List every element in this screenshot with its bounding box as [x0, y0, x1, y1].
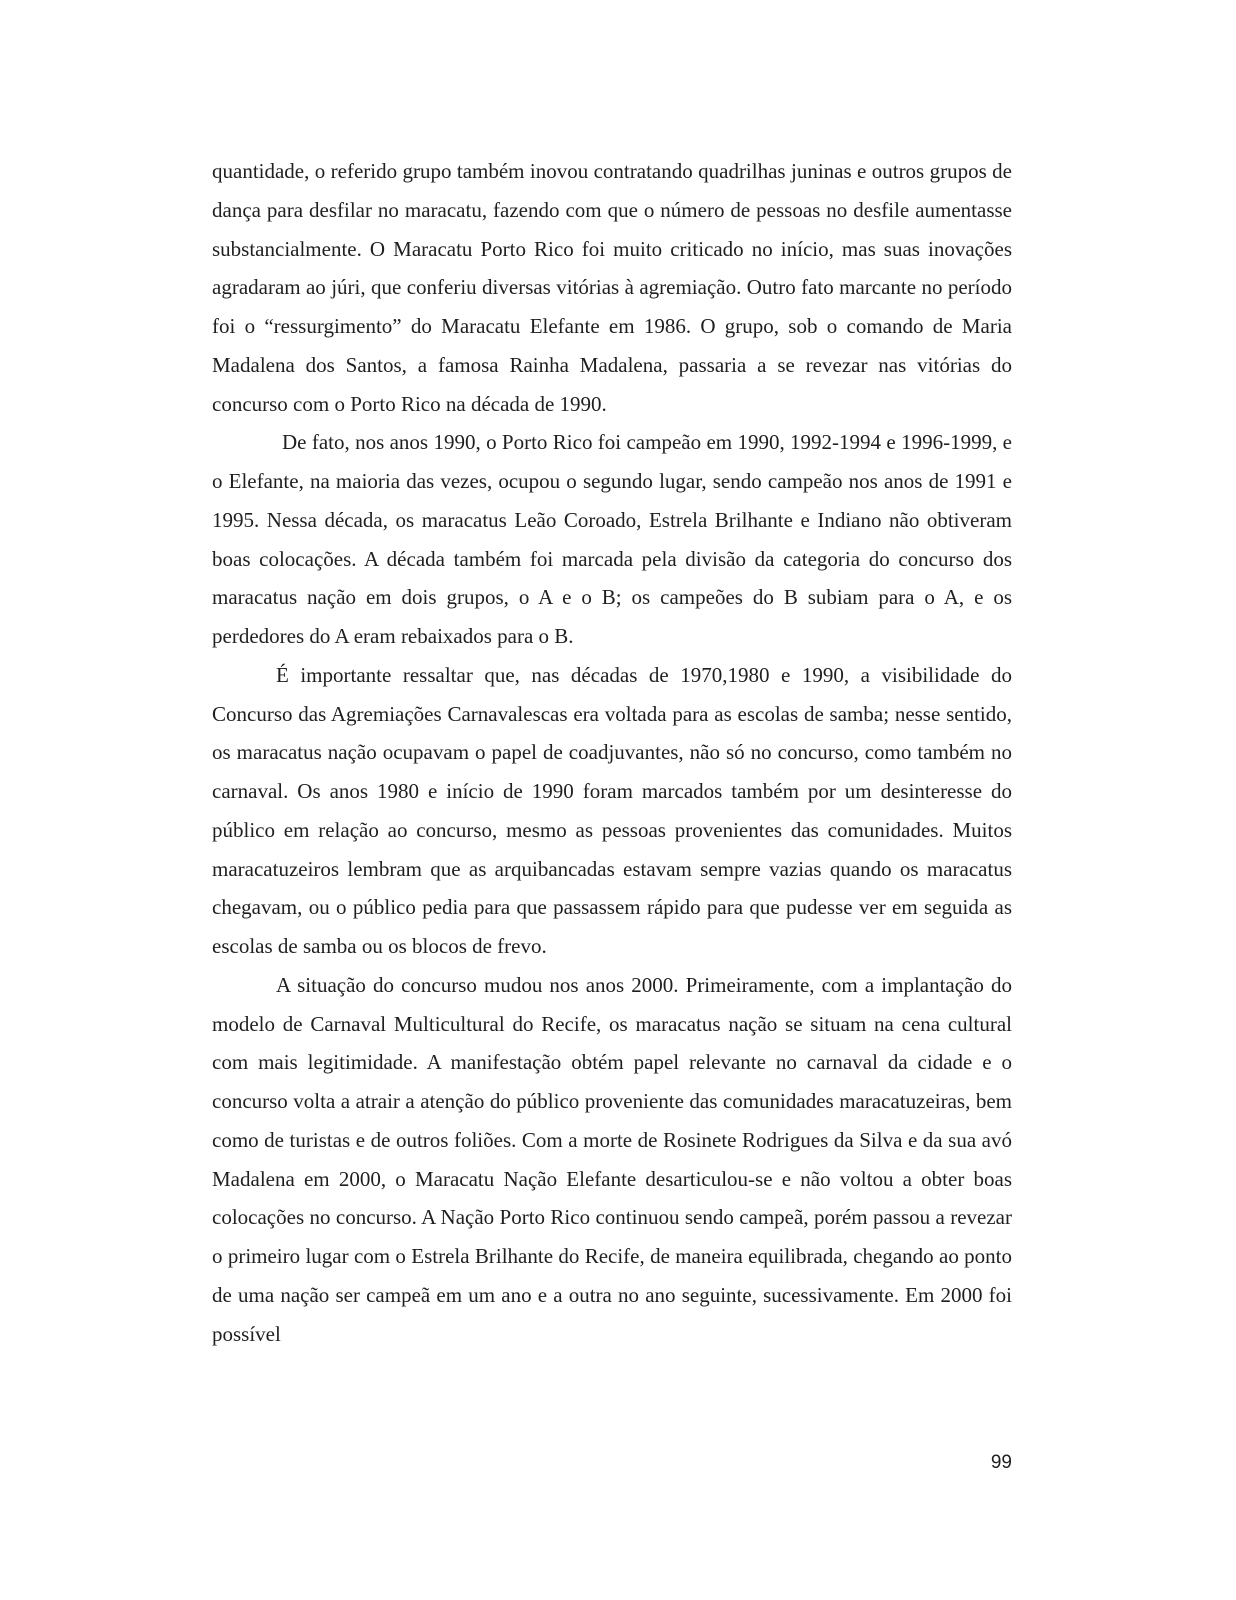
paragraph-2: De fato, nos anos 1990, o Porto Rico foi campeão em 1990, 1992-1994 e 1996-1999, e o Elefante, na maioria das vezes, ocupou o segundo lugar, sendo campeão nos anos de 1991 e 1995. Nessa década, os maracatus Leão Coroado, Estrela Brilhante e Indiano não obtiveram boas colocações. A década também foi marcada pela divisão da categoria do concurso dos maracatus nação em dois grupos, o A e o B; os campeões do B subiam para o A, e os perdedores do A eram rebaixados para o B.	[212, 430, 1012, 648]
paragraph-3: É importante ressaltar que, nas décadas de 1970,1980 e 1990, a visibilidade do Concurso das Agremiações Carnavalescas era voltada para as escolas de samba; nesse sentido, os maracatus nação ocupavam o papel de coadjuvantes, não só no concurso, como também no carnaval. Os anos 1980 e início de 1990 foram marcados também por um desinteresse do público em relação ao concurso, mesmo as pessoas provenientes das comunidades. Muitos maracatuzeiros lembram que as arquibancadas estavam sempre vazias quando os maracatus chegavam, ou o público pedia para que passassem rápido para que pudesse ver em seguida as escolas de samba ou os blocos de frevo.	[212, 662, 1012, 958]
paragraph-1: quantidade, o referido grupo também inovou contratando quadrilhas juninas e outros grupos de dança para desfilar no maracatu, fazendo com que o número de pessoas no desfile aumentasse substancialmente. O Maracatu Porto Rico foi muito criticado no início, mas suas inovações agradaram ao júri, que conferiu diversas vitórias à agremiação. Outro fato marcante no período foi o “ressurgimento” do Maracatu Elefante em 1986. O grupo, sob o comando de Maria Madalena dos Santos, a famosa Rainha Madalena, passaria a se revezar nas vitórias do concurso com o Porto Rico na década de 1990.	[212, 159, 1012, 416]
page-number: 99	[990, 1452, 1012, 1473]
paragraph-4: A situação do concurso mudou nos anos 2000. Primeiramente, com a implantação do modelo de Carnaval Multicultural do Recife, os maracatus nação se situam na cena cultural com mais legitimidade. A manifestação obtém papel relevante no carnaval da cidade e o concurso volta a atrair a atenção do público proveniente das comunidades maracatuzeiras, bem como de turistas e de outros foliões. Com a morte de Rosinete Rodrigues da Silva e da sua avó Madalena em 2000, o Maracatu Nação Elefante desarticulou-se e não voltou a obter boas colocações no concurso. A Nação Porto Rico continuou sendo campeã, porém passou a revezar o primeiro lugar com o Estrela Brilhante do Recife, de maneira equilibrada, chegando ao ponto de uma nação ser campeã em um ano e a outra no ano seguinte, sucessivamente. Em 2000 foi possível	[212, 972, 1012, 1346]
body-text	[212, 152, 1012, 1353]
